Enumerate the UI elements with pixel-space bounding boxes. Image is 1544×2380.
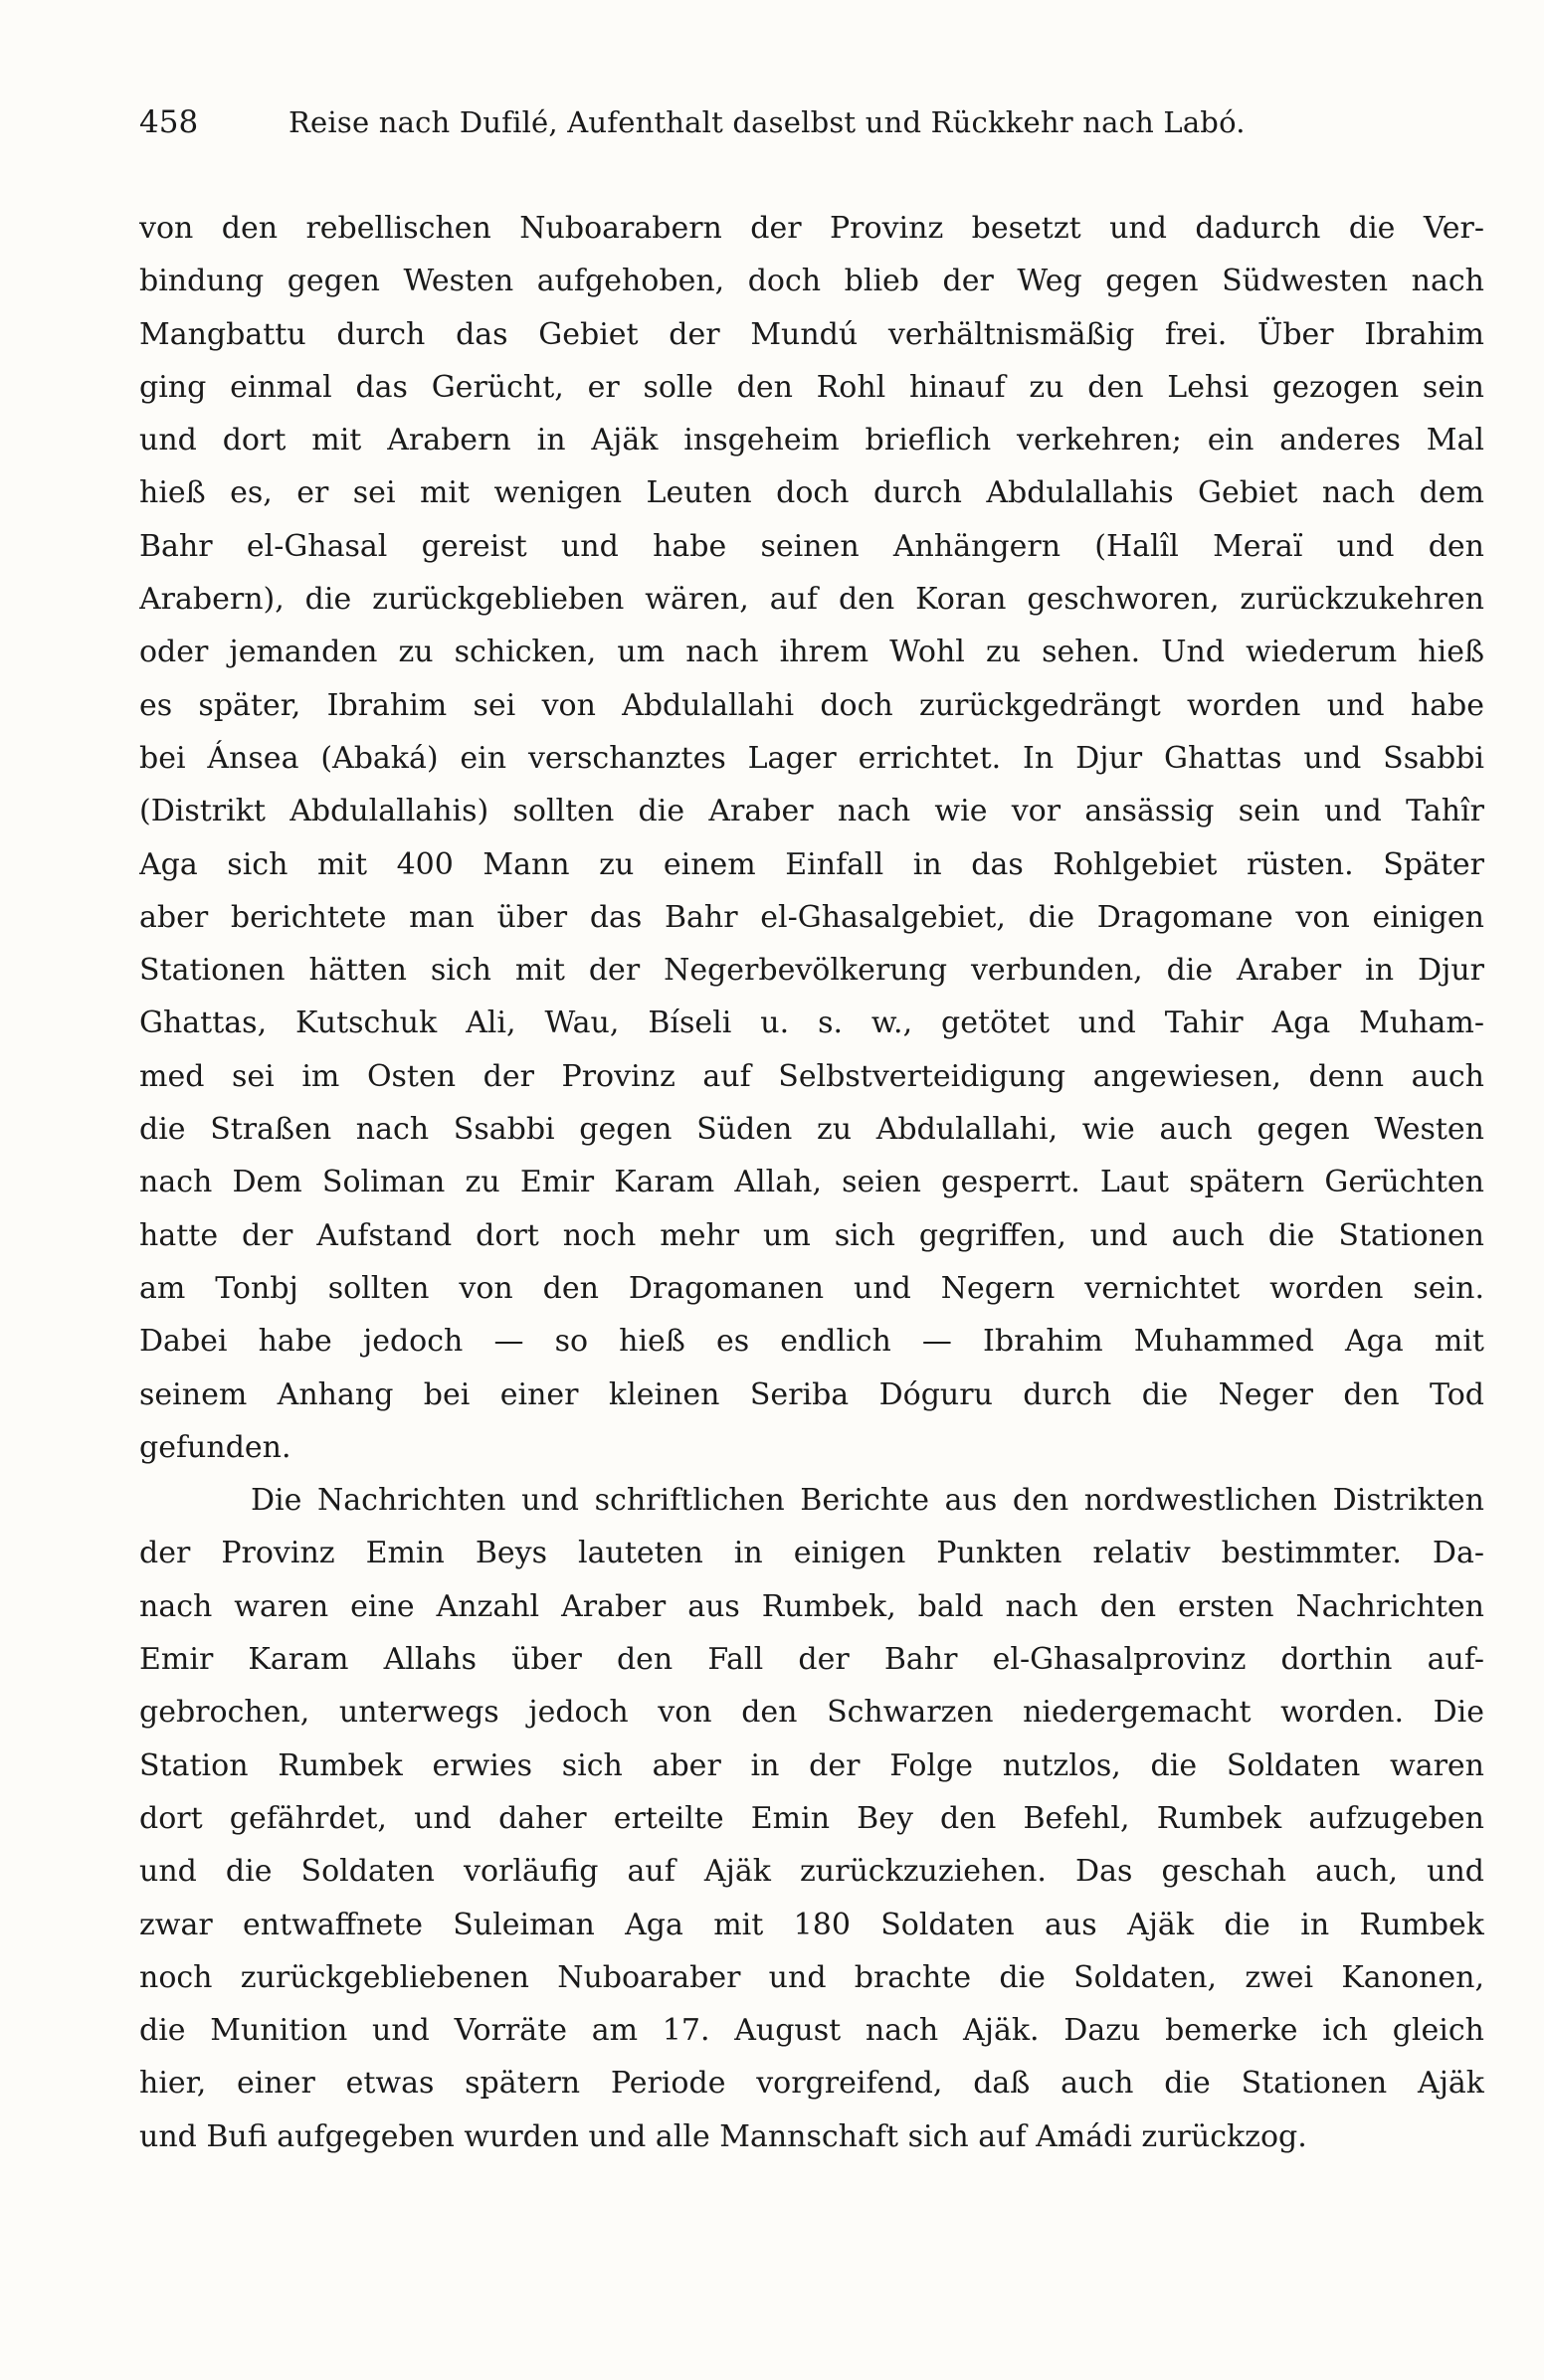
text-line: die Straßen nach Ssabbi gegen Süden zu Abdulallahi, wie auch gegen Westen — [139, 1112, 1484, 1148]
page-number: 458 — [139, 104, 199, 140]
paragraph-2 — [139, 1474, 1484, 2163]
running-title: Reise nach Dufilé, Aufenthalt daselbst und Rückkehr nach Labó. — [289, 105, 1246, 139]
text-line: ging einmal das Gerücht, er solle den Rohl hinauf zu den Lehsi gezogen sein — [139, 369, 1484, 405]
text-line: gebrochen, unterwegs jedoch von den Schwarzen niedergemacht worden. Die — [139, 1695, 1484, 1731]
text-line: dort gefährdet, und daher erteilte Emin Bey den Befehl, Rumbek aufzugeben — [139, 1800, 1484, 1836]
running-head — [139, 97, 1363, 147]
paragraph-1 — [139, 202, 1484, 1474]
text-line: der Provinz Emin Beys lauteten in einigen Punkten relativ bestimmter. Da- — [139, 1536, 1484, 1571]
text-line: Emir Karam Allahs über den Fall der Bahr el-Ghasalprovinz dorthin auf- — [139, 1642, 1484, 1678]
text-line: Dabei habe jedoch — so hieß es endlich — Ibrahim Muhammed Aga mit — [139, 1324, 1484, 1360]
text-line: Mangbattu durch das Gebiet der Mundú verhältnismäßig frei. Über Ibrahim — [139, 316, 1484, 352]
text-line: bei Ánsea (Abaká) ein verschanztes Lager errichtet. In Djur Ghattas und Ssabbi — [139, 740, 1484, 776]
text-line: nach waren eine Anzahl Araber aus Rumbek, bald nach den ersten Nachrichten — [139, 1588, 1484, 1624]
text-line: med sei im Osten der Provinz auf Selbstverteidigung angewiesen, denn auch — [139, 1058, 1484, 1094]
text-line: und Bufi aufgegeben wurden und alle Mannschaft sich auf Amádi zurückzog. — [139, 2118, 1307, 2154]
text-line: (Distrikt Abdulallahis) sollten die Araber nach wie vor ansässig sein und Tahîr — [139, 794, 1484, 829]
text-line: Aga sich mit 400 Mann zu einem Einfall in das Rohlgebiet rüsten. Später — [139, 846, 1484, 882]
text-line: Die Nachrichten und schriftlichen Berichte aus den nordwestlichen Distrikten — [251, 1483, 1484, 1519]
text-line: Arabern), die zurückgeblieben wären, auf den Koran geschworen, zurückzukehren — [139, 582, 1484, 618]
text-line: Bahr el-Ghasal gereist und habe seinen Anhängern (Halîl Meraï und den — [139, 528, 1484, 564]
text-line: noch zurückgebliebenen Nuboaraber und brachte die Soldaten, zwei Kanonen, — [139, 1959, 1484, 1995]
text-line: gefunden. — [139, 1429, 291, 1465]
text-line: hatte der Aufstand dort noch mehr um sich gegriffen, und auch die Stationen — [139, 1217, 1484, 1253]
text-line: zwar entwaffnete Suleiman Aga mit 180 Soldaten aus Ajäk die in Rumbek — [139, 1907, 1484, 1942]
text-line: seinem Anhang bei einer kleinen Seriba Dóguru durch die Neger den Tod — [139, 1376, 1484, 1412]
text-line: es später, Ibrahim sei von Abdulallahi doch zurückgedrängt worden und habe — [139, 687, 1484, 723]
text-line: hier, einer etwas spätern Periode vorgreifend, daß auch die Stationen Ajäk — [139, 2066, 1484, 2102]
text-line: am Tonbj sollten von den Dragomanen und Negern vernichtet worden sein. — [139, 1270, 1484, 1306]
text-line: Stationen hätten sich mit der Negerbevölkerung verbunden, die Araber in Djur — [139, 953, 1484, 989]
text-line: Ghattas, Kutschuk Ali, Wau, Bíseli u. s. w., getötet und Tahir Aga Muham- — [139, 1006, 1484, 1041]
text-line: und die Soldaten vorläufig auf Ajäk zurückzuziehen. Das geschah auch, und — [139, 1854, 1484, 1890]
text-line: bindung gegen Westen aufgehoben, doch blieb der Weg gegen Südwesten nach — [139, 264, 1484, 299]
text-line: oder jemanden zu schicken, um nach ihrem Wohl zu sehen. Und wiederum hieß — [139, 635, 1484, 670]
text-line: und dort mit Arabern in Ajäk insgeheim brieflich verkehren; ein anderes Mal — [139, 423, 1484, 458]
text-line: hieß es, er sei mit wenigen Leuten doch durch Abdulallahis Gebiet nach dem — [139, 475, 1484, 511]
body-text — [139, 202, 1484, 2163]
text-line: von den rebellischen Nuboarabern der Provinz besetzt und dadurch die Ver- — [139, 211, 1484, 246]
text-line: aber berichtete man über das Bahr el-Ghasalgebiet, die Dragomane von einigen — [139, 899, 1484, 935]
text-line: Station Rumbek erwies sich aber in der Folge nutzlos, die Soldaten waren — [139, 1747, 1484, 1783]
text-line: nach Dem Soliman zu Emir Karam Allah, seien gesperrt. Laut spätern Gerüchten — [139, 1165, 1484, 1200]
text-line: die Munition und Vorräte am 17. August nach Ajäk. Dazu bemerke ich gleich — [139, 2013, 1484, 2049]
